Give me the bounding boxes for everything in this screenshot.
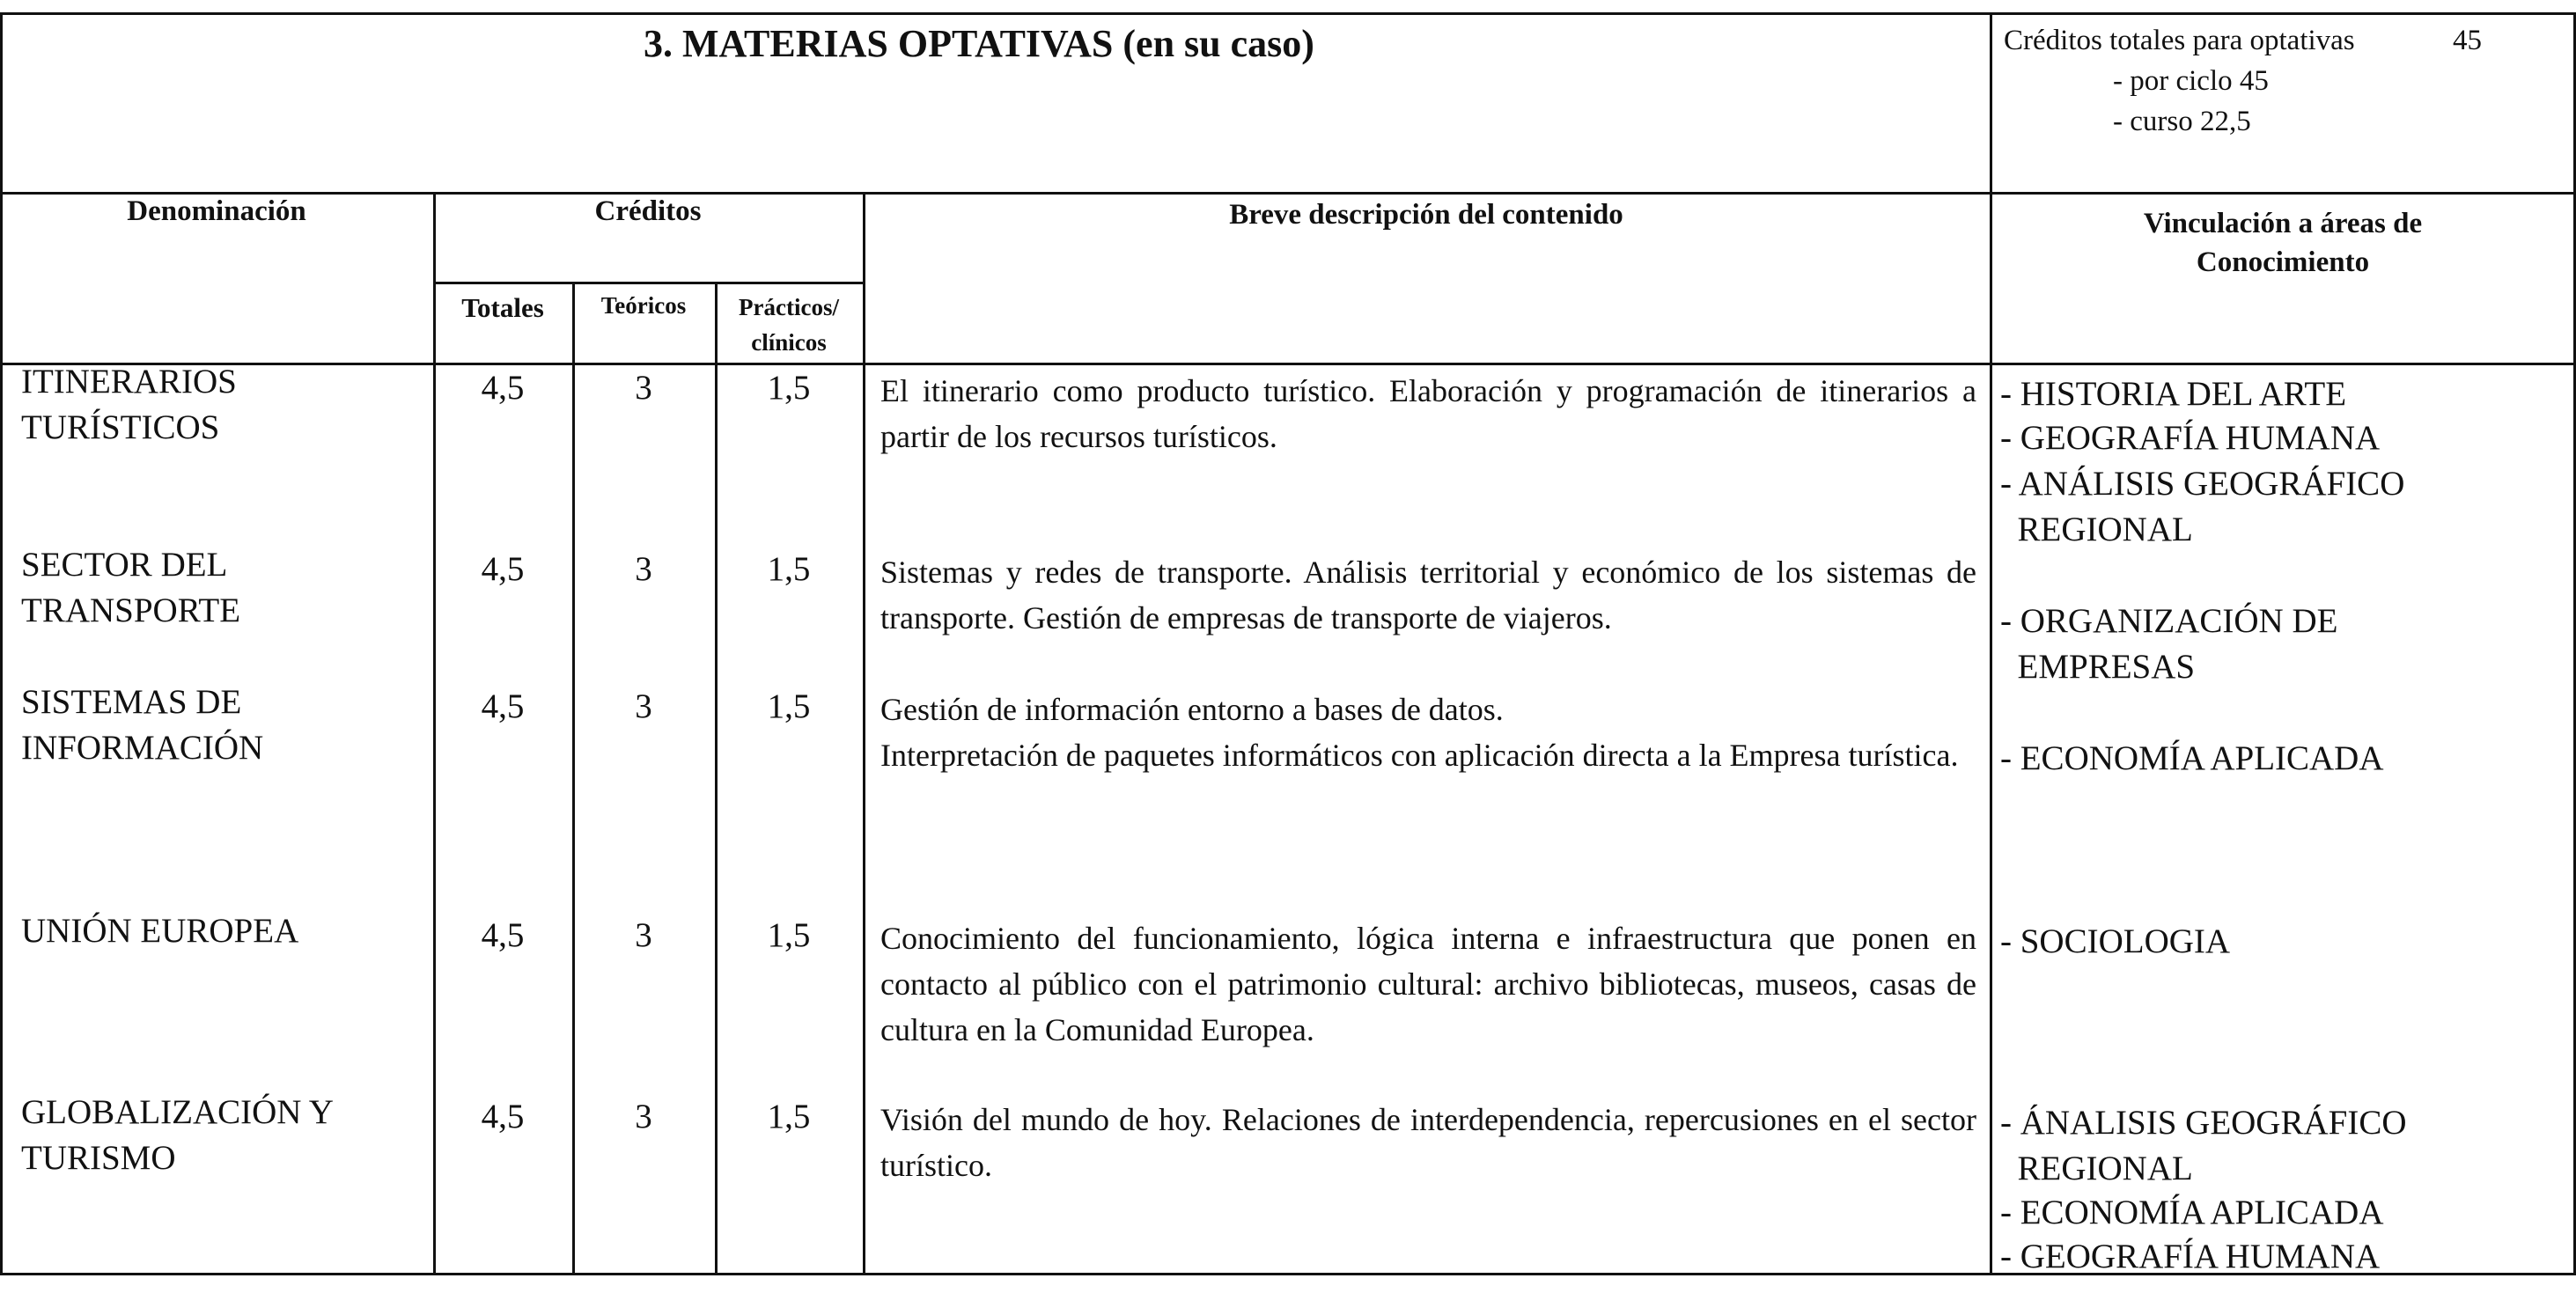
table-row-description: Interpretación de paquetes informáticos con aplicación directa a la Empresa turística. bbox=[880, 738, 1959, 773]
table-row-area: - ORGANIZACIÓN DE bbox=[2000, 602, 2338, 640]
credits-per-cycle: - por ciclo 45 bbox=[2113, 65, 2269, 97]
col-header-creditos: Créditos bbox=[594, 195, 702, 227]
table-row-practicos: 1,5 bbox=[767, 369, 811, 407]
col-divider-descripcion bbox=[1990, 12, 1992, 1275]
table-row-practicos: 1,5 bbox=[767, 550, 811, 588]
table-row-name: SECTOR DEL bbox=[21, 546, 228, 584]
table-row-name: UNIÓN EUROPEA bbox=[21, 912, 299, 950]
table-row-area: EMPRESAS bbox=[2000, 648, 2196, 686]
col-header-practicos-line2: clínicos bbox=[751, 329, 827, 356]
col-header-denominacion: Denominación bbox=[127, 195, 306, 227]
table-row-area: - GEOGRAFÍA HUMANA bbox=[2000, 419, 2381, 457]
table-row-area: - ÁNALISIS GEOGRÁFICO bbox=[2000, 1104, 2407, 1142]
credits-total-value: 45 bbox=[2453, 25, 2482, 56]
col-header-descripcion: Breve descripción del contenido bbox=[1229, 199, 1623, 231]
col-header-vinculacion-line1: Vinculación a áreas de bbox=[2143, 208, 2423, 239]
table-row-area: - ANÁLISIS GEOGRÁFICO bbox=[2000, 465, 2405, 503]
credits-subheader-divider bbox=[433, 282, 865, 284]
table-row-area: - ECONOMÍA APLICADA bbox=[2000, 1194, 2384, 1231]
page-title: 3. MATERIAS OPTATIVAS (en su caso) bbox=[644, 22, 1314, 65]
table-row-teoricos: 3 bbox=[635, 916, 652, 954]
table-row-totales: 4,5 bbox=[481, 1098, 525, 1135]
col-header-totales: Totales bbox=[461, 292, 544, 323]
credits-per-course: - curso 22,5 bbox=[2113, 106, 2251, 137]
table-row-name: SISTEMAS DE bbox=[21, 683, 242, 721]
credits-total-label: Créditos totales para optativas bbox=[2004, 25, 2355, 56]
col-header-vinculacion-line2: Conocimiento bbox=[2196, 246, 2370, 278]
table-row-name: ITINERARIOS bbox=[21, 363, 237, 400]
columns-divider bbox=[0, 363, 2576, 365]
table-row-practicos: 1,5 bbox=[767, 1098, 811, 1135]
table-row-name: TRANSPORTE bbox=[21, 591, 241, 629]
table-row-description: Visión del mundo de hoy. Relaciones de interdependencia, repercusiones en el sector turístico. bbox=[880, 1102, 1976, 1183]
table-border-top bbox=[0, 12, 2576, 15]
table-row-name: GLOBALIZACIÓN Y bbox=[21, 1093, 334, 1131]
table-row-practicos: 1,5 bbox=[767, 916, 811, 954]
table-row-teoricos: 3 bbox=[635, 687, 652, 725]
table-row-area: REGIONAL bbox=[2000, 511, 2193, 548]
table-row-area: REGIONAL bbox=[2000, 1150, 2193, 1187]
col-header-teoricos: Teóricos bbox=[600, 292, 687, 319]
table-row-name: INFORMACIÓN bbox=[21, 729, 264, 767]
table-row-teoricos: 3 bbox=[635, 1098, 652, 1135]
table-row-area: - GEOGRAFÍA HUMANA bbox=[2000, 1238, 2381, 1275]
table-row-totales: 4,5 bbox=[481, 687, 525, 725]
table-row-totales: 4,5 bbox=[481, 916, 525, 954]
table-row-name: TURÍSTICOS bbox=[21, 408, 220, 446]
table-row-totales: 4,5 bbox=[481, 550, 525, 588]
table-row-totales: 4,5 bbox=[481, 369, 525, 407]
table-row-teoricos: 3 bbox=[635, 369, 652, 407]
table-row-area: - ECONOMÍA APLICADA bbox=[2000, 739, 2384, 777]
col-divider-creditos bbox=[863, 192, 865, 1275]
table-row-description: Sistemas y redes de transporte. Análisis territorial y económico de los sistemas de transporte. Gestión de empresas de transporte de viajeros. bbox=[880, 555, 1976, 635]
col-header-practicos-line1: Prácticos/ bbox=[739, 294, 839, 320]
table-row-description: Conocimiento del funcionamiento, lógica interna e infraestructura que ponen en contacto al público con el patrimonio cultural: archivo bibliotecas, museos, casas de cultura en la Comunidad Europea. bbox=[880, 921, 1976, 1047]
table-row-area: - HISTORIA DEL ARTE bbox=[2000, 375, 2347, 413]
table-row-description-line1: Gestión de información entorno a bases de datos. bbox=[880, 692, 1504, 727]
table-row-area: - SOCIOLOGIA bbox=[2000, 922, 2231, 960]
header-divider bbox=[0, 192, 2576, 195]
table-row-teoricos: 3 bbox=[635, 550, 652, 588]
table-row-practicos: 1,5 bbox=[767, 687, 811, 725]
table-row-description: El itinerario como producto turístico. Elaboración y programación de itinerarios a partir de los recursos turísticos. bbox=[880, 373, 1976, 454]
table-row-name: TURISMO bbox=[21, 1139, 176, 1177]
